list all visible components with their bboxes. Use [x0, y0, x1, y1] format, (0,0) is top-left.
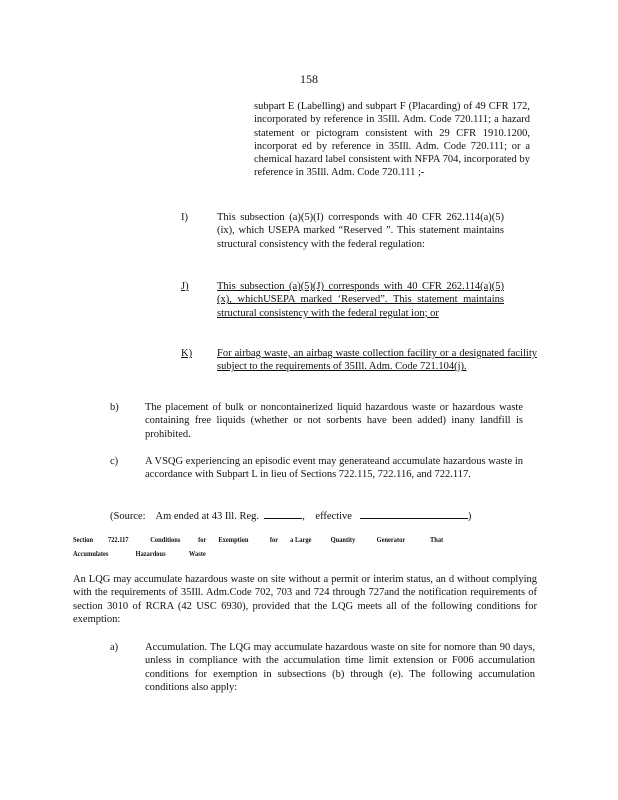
- item-i-label: I): [181, 212, 188, 223]
- continued-paragraph: subpart E (Labelling) and subpart F (Placarding) of 49 CFR 172, incorporated by reference in 35Ill. Adm. Code 720.111; a hazard statement or pictogram consistent with 29 CFR 1910.1200, incorporat ed by reference in 35Ill. Adm. Code 720.111; or a chemical hazard label consistent with NFPA 704, incorporated by reference in 35Ill. Adm. Code 720.111 ;-: [254, 101, 530, 179]
- heading-word: Hazardous: [135, 550, 166, 558]
- heading-word: Waste: [188, 550, 206, 558]
- section-heading-line1: [73, 533, 505, 547]
- page-number: 158: [300, 72, 318, 86]
- heading-word: That: [429, 536, 444, 544]
- heading-word: Quantity: [330, 536, 356, 544]
- item-k-label: K): [181, 348, 193, 359]
- subsection-b-label: b): [110, 402, 119, 413]
- subsection-c-label: c): [110, 456, 119, 467]
- heading-word: for: [269, 536, 279, 544]
- effective-date-blank: [360, 509, 468, 519]
- source-amended: Am ended at 43 Ill. Reg.: [155, 511, 260, 522]
- heading-word: 722.117: [107, 536, 129, 544]
- heading-word: for: [198, 536, 207, 544]
- heading-word: Exemption: [218, 536, 249, 544]
- register-blank: [264, 509, 302, 519]
- heading-word: Generator: [376, 536, 406, 544]
- heading-word: Section: [73, 536, 94, 544]
- section-heading-line2: [73, 547, 505, 561]
- item-j-text: This subsection (a)(5)(J) corresponds with 40 CFR 262.114(a)(5)(x), whichUSEPA marked ‘Reserved”. This statement maintains structural consistency with the federal regulat ion; or: [217, 281, 504, 319]
- source-effective: effective: [315, 511, 352, 522]
- item-j-label: J): [181, 281, 189, 292]
- item-i-text: This subsection (a)(5)(I) corresponds with 40 CFR 262.114(a)(5)(ix), which USEPA marked “Reserved ”. This statement maintains structural consistency with the federal regulation:: [217, 212, 504, 250]
- section-heading: [73, 533, 505, 561]
- heading-word: Accumulates: [73, 550, 109, 558]
- source-prefix: (Source:: [110, 511, 146, 522]
- subsection-b-text: The placement of bulk or noncontainerized liquid hazardous waste or hazardous waste containing free liquids (whether or not sorbents have been added) inany landfill is prohibited.: [145, 402, 523, 440]
- subsection-a-text: Accumulation. The LQG may accumulate hazardous waste on site for nomore than 90 days, unless in compliance with the accumulation time limit extension or F006 accumulation conditions for exemption in subsections (b) through (e). The following accumulation conditions also apply:: [145, 642, 535, 693]
- subsection-c-text: A VSQG experiencing an episodic event may generateand accumulate hazardous waste in accordance with Subpart L in lieu of Sections 722.115, 722.116, and 722.117.: [145, 456, 523, 481]
- heading-word: Conditions: [150, 536, 181, 544]
- source-note: (Source: Am ended at 43 Ill. Reg. , effective ): [110, 511, 472, 522]
- intro-paragraph: An LQG may accumulate hazardous waste on site without a permit or interim status, an d without complying with the requirements of 35Ill. Adm.Code 702, 703 and 724 through 727and the notification requirements of section 3010 of RCRA (42 USC 6930), provided that the LQG meets all of the following conditions for exemption:: [73, 574, 537, 625]
- subsection-a-label: a): [110, 642, 119, 653]
- item-k-text: For airbag waste, an airbag waste collection facility or a designated facility subject to the requirements of 35Ill. Adm. Code 721.104(j).: [217, 348, 537, 373]
- heading-word: a Large: [290, 536, 312, 544]
- source-close: ): [467, 511, 472, 522]
